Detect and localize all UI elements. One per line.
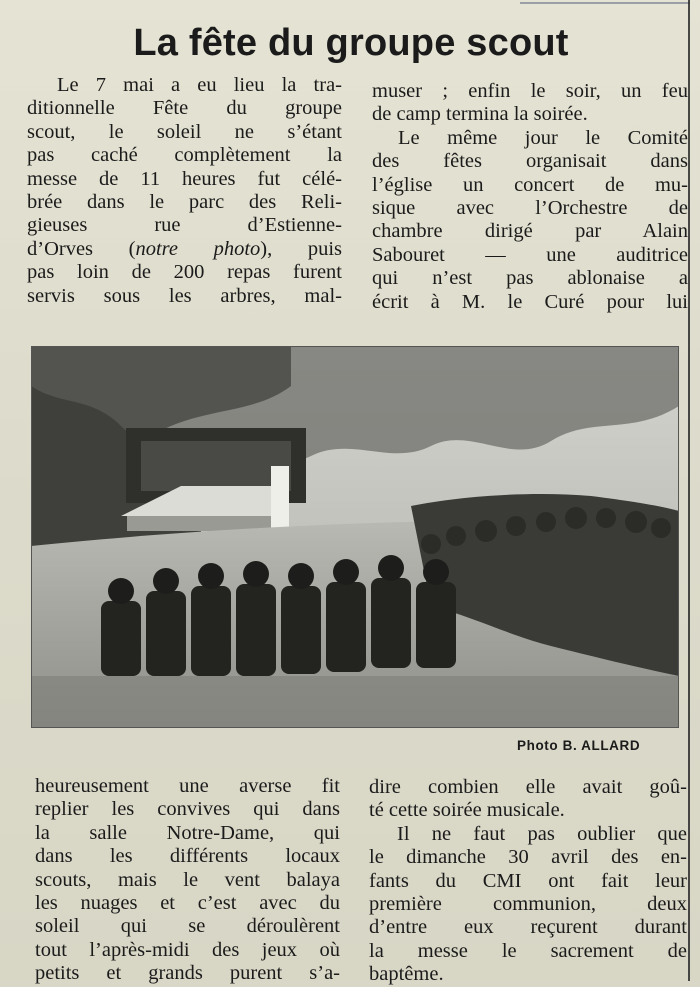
text-line: fants du CMI ont fait leur — [369, 869, 687, 892]
text-line: l’église un concert de mu- — [372, 173, 688, 196]
column-top-left — [27, 74, 342, 308]
text-line: sique avec l’Orchestre de — [372, 196, 688, 219]
text-line: première communion, deux — [369, 892, 687, 915]
text-line: dans les différents locaux — [35, 845, 340, 868]
text-line: le dimanche 30 avril des en- — [369, 846, 687, 869]
text-line: muser ; enfin le soir, un feu — [372, 80, 688, 102]
column-rule — [688, 0, 690, 981]
text-line: qui n’est pas ablonaise a — [372, 267, 688, 290]
text-line: petits et grands purent s’a- — [35, 962, 340, 985]
text-line: ditionnelle Fête du groupe — [27, 97, 342, 120]
text-line: pas loin de 200 repas furent — [27, 261, 342, 284]
event-photo — [31, 346, 679, 728]
text-fragment: ), puis — [260, 237, 342, 260]
headline: La fête du groupe scout — [133, 22, 569, 64]
text-line: Le 7 mai a eu lieu la tra- — [57, 74, 342, 96]
text-line: té cette soirée musicale. — [369, 799, 565, 822]
text-line: les nuages et c’est avec du — [35, 891, 340, 914]
text-line: écrit à M. le Curé pour lui — [372, 290, 688, 313]
text-line: dire combien elle avait goû- — [369, 776, 687, 798]
text-line: replier les convives qui dans — [35, 798, 340, 821]
text-fragment: d’Orves ( — [27, 237, 136, 260]
text-line: scout, le soleil ne s’étant — [27, 120, 342, 143]
text-line: brée dans le parc des Reli- — [27, 190, 342, 213]
text-line: tout l’après-midi des jeux où — [35, 938, 340, 961]
text-line: la messe le sacrement de — [369, 939, 687, 962]
text-line: servis sous les arbres, mal- — [27, 284, 342, 307]
text-line: la salle Notre-Dame, qui — [35, 821, 340, 844]
photo-reference: notre photo — [135, 237, 261, 260]
text-line: Sabouret — une auditrice — [372, 243, 688, 266]
column-bottom-left — [35, 775, 340, 986]
column-top-right — [372, 80, 688, 314]
column-bottom-right — [369, 776, 687, 987]
text-line: heureusement une averse fit — [35, 775, 340, 797]
text-line: messe de 11 heures fut célé- — [27, 167, 342, 190]
text-line: Il ne faut pas oublier que — [397, 822, 687, 845]
text-line: Le même jour le Comité — [398, 126, 688, 149]
text-line-photo-ref — [27, 238, 342, 261]
photo-credit: Photo B. ALLARD — [517, 738, 641, 753]
text-line: des fêtes organisait dans — [372, 150, 688, 173]
text-line: d’entre eux reçurent durant — [369, 916, 687, 939]
top-rule — [520, 2, 690, 4]
text-line: gieuses rue d’Estienne- — [27, 214, 342, 237]
text-line: scouts, mais le vent balaya — [35, 868, 340, 891]
text-line: soleil qui se déroulèrent — [35, 915, 340, 938]
text-line: chambre dirigé par Alain — [372, 220, 688, 243]
text-line: pas caché complètement la — [27, 144, 342, 167]
photo-illustration — [31, 346, 679, 728]
text-line: baptême. — [369, 963, 444, 986]
text-line: de camp termina la soirée. — [372, 103, 588, 126]
